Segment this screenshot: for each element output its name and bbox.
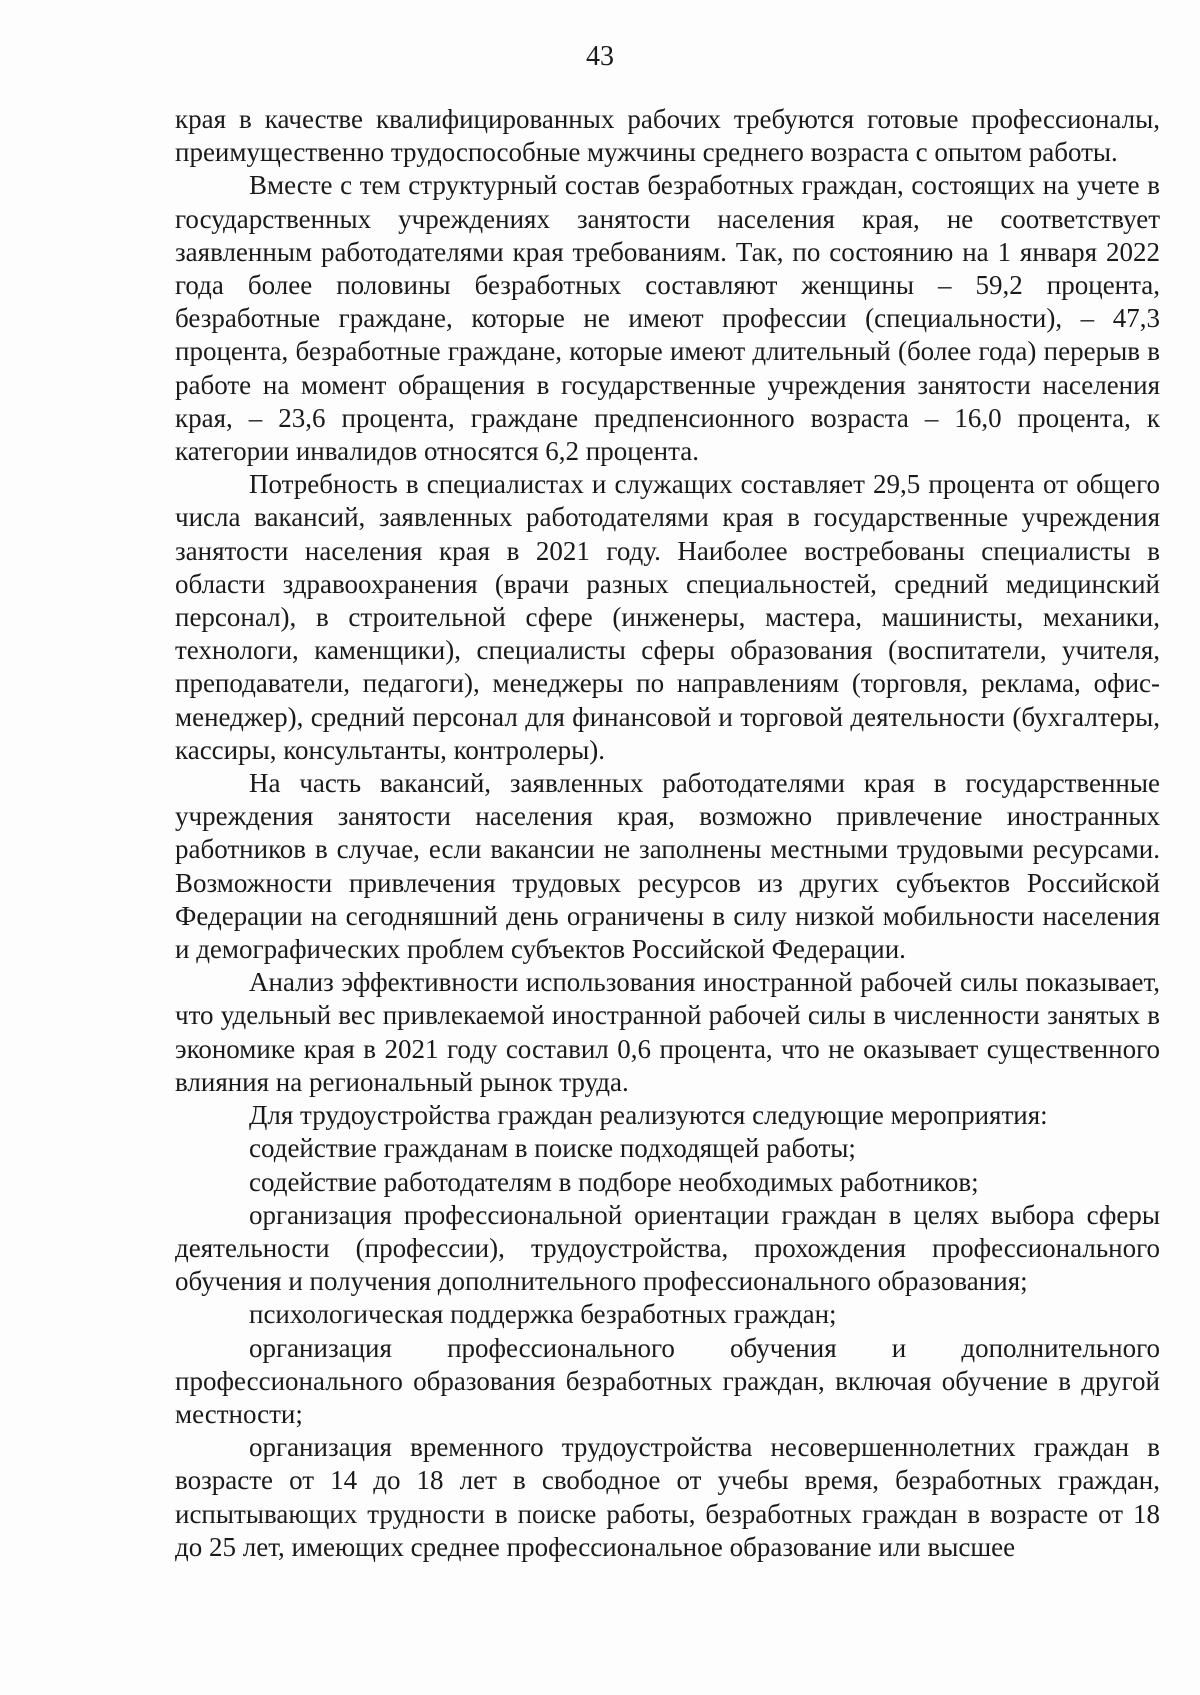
list-item-4: психологическая поддержка безработных граждан; (249, 1299, 837, 1330)
list-item-3: организация профессиональной ориентации граждан в целях выбора сферы деятельности (профессии), трудоустройства, прохождения профессионального обучения и получения дополнительного профессионального образования; (175, 1199, 1160, 1297)
paragraph-1: края в качестве квалифицированных рабочих требуются готовые профессионалы, преимущественно трудоспособные мужчины среднего возраста с опытом работы. (175, 104, 1160, 168)
paragraph-2: Вместе с тем структурный состав безработных граждан, состоящих на учете в государственных учреждениях занятости населения края, не соответствует заявленным работодателями края требованиям. Так, по состоянию на 1 января 2022 года более половины безработных составляют женщины – 59,2 процента, безработные граждане, которые не имеют профессии (специальности), – 47,3 процента, безработные граждане, которые имеют длительный (более года) перерыв в работе на момент обращения в государственные учреждения занятости населения края, – 23,6 процента, граждане предпенсионного возраста – 16,0 процента, к категории инвалидов относятся 6,2 процента. (175, 170, 1160, 467)
list-item-5: организация профессионального обучения и дополнительного профессионального образования безработных граждан, включая обучение в другой местности; (175, 1332, 1160, 1429)
paragraph-5: Анализ эффективности использования иностранной рабочей силы показывает, что удельный вес привлекаемой иностранной рабочей силы в численности занятых в экономике края в 2021 году составил 0,6 процента, что не оказывает существенного влияния на региональный рынок труда. (175, 967, 1160, 1097)
list-item-1: содействие гражданам в поиске подходящей работы; (249, 1133, 856, 1164)
list-item-6: организация временного трудоустройства несовершеннолетних граждан в возрасте от 14 до 18 лет в свободное от учебы время, безработных граждан, испытывающих трудности в поиске работы, безработных граждан в возрасте от 18 до 25 лет, имеющих среднее профессиональное образование или высшее (175, 1432, 1160, 1562)
paragraph-3: Потребность в специалистах и служащих составляет 29,5 процента от общего числа вакансий, заявленных работодателями края в государственные учреждения занятости населения края в 2021 году. Наиболее востребованы специалисты в области здравоохранения (врачи разных специальностей, средний медицинский персонал), в строительной сфере (инженеры, мастера, машинисты, механики, технологи, каменщики), специалисты сферы образования (воспитатели, учителя, преподаватели, педагоги), менеджеры по направлениям (торговля, реклама, офис-менеджер), средний персонал для финансовой и торговой деятельности (бухгалтеры, кассиры, консультанты, контролеры). (175, 469, 1160, 765)
body-text (175, 103, 1160, 1564)
paragraph-6: Для трудоустройства граждан реализуются следующие мероприятия: (249, 1100, 1048, 1131)
list-item-2: содействие работодателям в подборе необходимых работников; (249, 1166, 979, 1197)
page-number: 43 (586, 41, 614, 72)
paragraph-4: На часть вакансий, заявленных работодателями края в государственные учреждения занятости населения края, возможно привлечение иностранных работников в случае, если вакансии не заполнены местными трудовыми ресурсами. Возможности привлечения трудовых ресурсов из других субъектов Российской Федерации на сегодняшний день ограничены в силу низкой мобильности населения и демографических проблем субъектов Российской Федерации. (175, 768, 1160, 965)
